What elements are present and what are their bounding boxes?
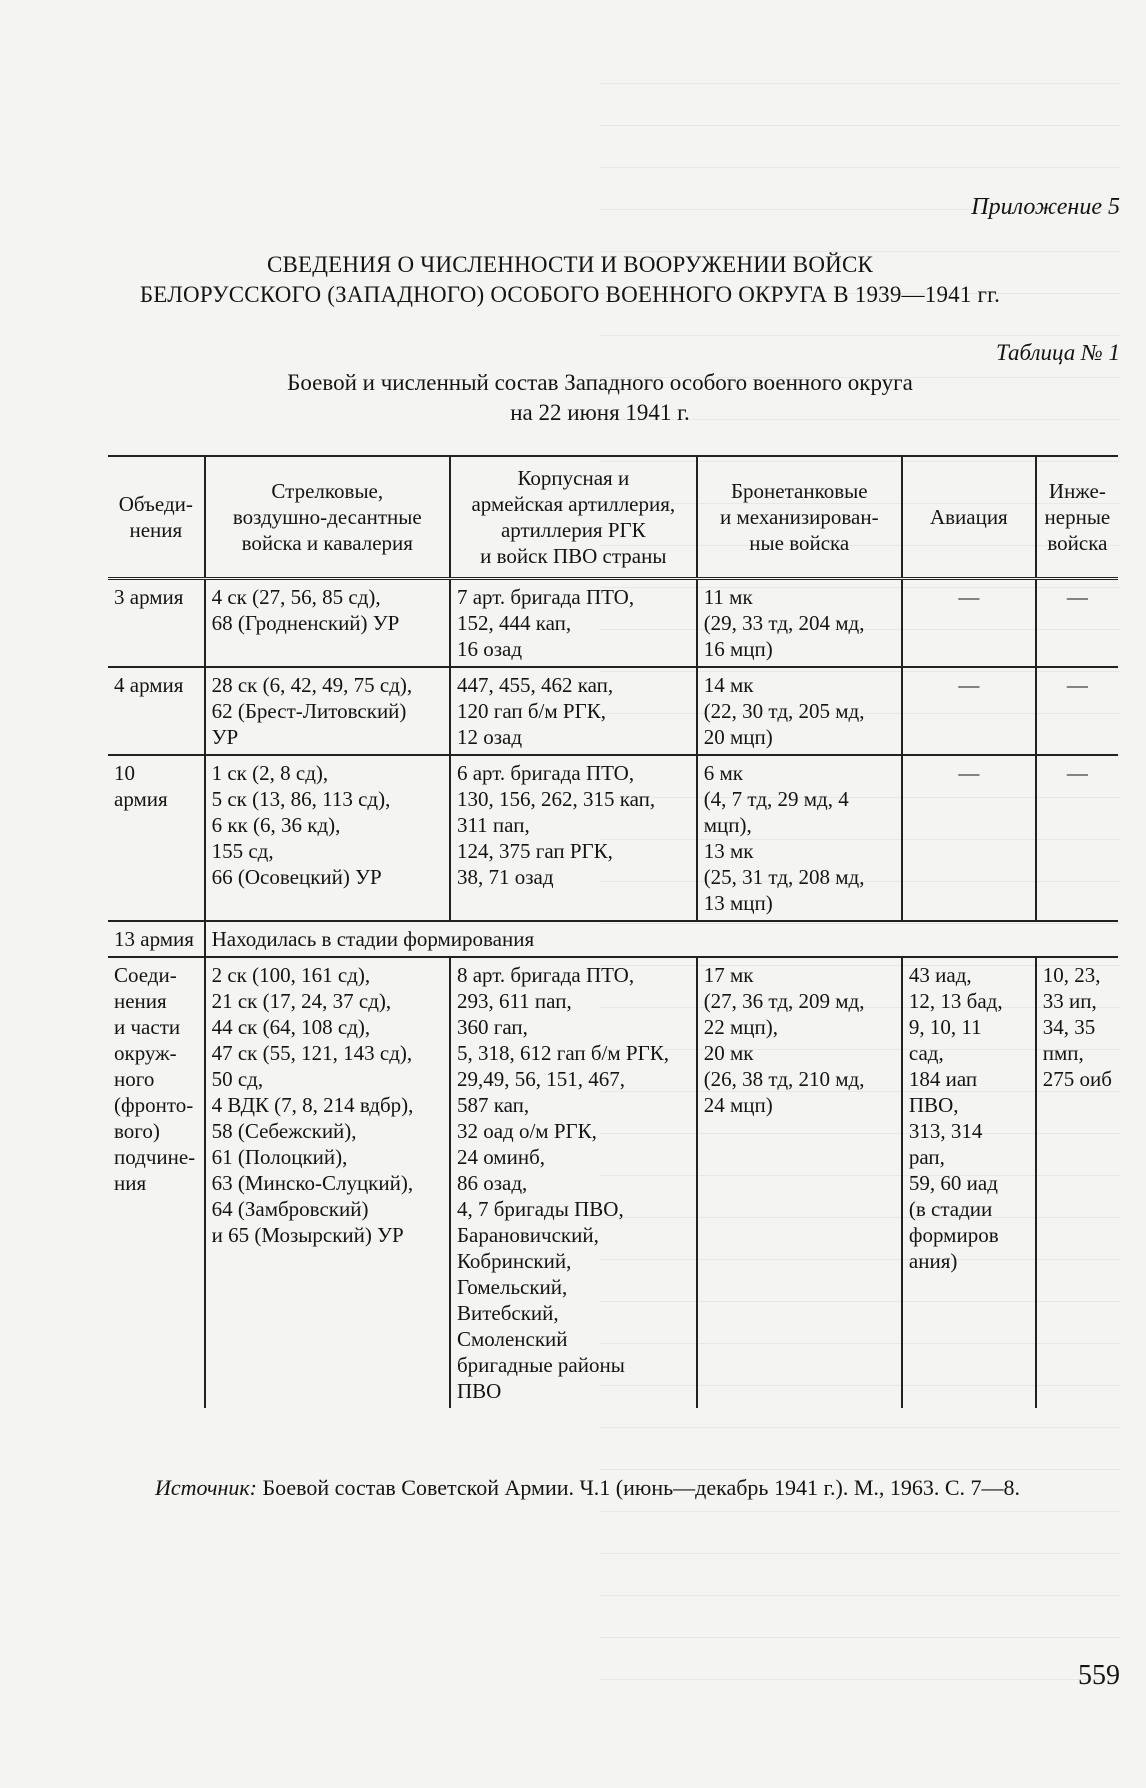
cell-line: подчине- [114, 1145, 196, 1169]
cell-line: ния [114, 1171, 147, 1195]
caption-line: Боевой и численный состав Западного особого военного округа [287, 370, 913, 395]
cell-unit [108, 667, 205, 755]
cell-line: 155 сд, [211, 839, 274, 863]
cell-line: 8 арт. бригада ПТО, [456, 963, 635, 987]
cell-unit [108, 579, 205, 668]
cell-line: ания) [908, 1249, 958, 1273]
title-line: СВЕДЕНИЯ О ЧИСЛЕННОСТИ И ВООРУЖЕНИИ ВОЙСК [266, 252, 874, 277]
cell-line: Смоленский [456, 1327, 568, 1351]
cell-line: 1 ск (2, 8 сд), [211, 761, 329, 785]
cell-line: 360 гап, [456, 1015, 528, 1039]
cell-line: 5 ск (13, 86, 113 сд), [211, 787, 391, 811]
cell-line: 6 мк [703, 761, 743, 785]
cell-line: 120 гап б/м РГК, [456, 699, 606, 723]
cell-line: 587 кап, [456, 1093, 530, 1117]
cell-line: 17 мк [703, 963, 754, 987]
cell-line: 61 (Полоцкий), [211, 1145, 348, 1169]
cell-line: формиров [908, 1223, 999, 1247]
cell-line: 59, 60 иад [908, 1171, 998, 1195]
header-aviation [902, 456, 1036, 579]
cell-line: 64 (Замбровский) [211, 1197, 369, 1221]
appendix-label: Приложение 5 [971, 194, 1120, 220]
cell-line: 38, 71 озад [456, 865, 554, 889]
cell-line: — [958, 761, 980, 785]
cell-line: Гомельский, [456, 1275, 568, 1299]
cell-line: 29,49, 56, 151, 467, [456, 1067, 625, 1091]
cell-line: артиллерия РГК [500, 518, 646, 542]
cell-line: 275 оиб [1042, 1067, 1112, 1091]
cell-line: Соеди- [114, 963, 177, 987]
source-text: Боевой состав Советской Армии. Ч.1 (июнь—декабрь 1941 г.). М., 1963. С. 7—8. [257, 1475, 1021, 1500]
cell-line: рап, [908, 1145, 945, 1169]
cell-line: 58 (Себежский), [211, 1119, 357, 1143]
cell-line: 3 армия [114, 585, 184, 609]
cell-line: 6 кк (6, 36 кд), [211, 813, 341, 837]
table-row-10-army [108, 755, 1118, 921]
cell-line: воздушно-десантные [232, 505, 422, 529]
cell-line: 43 иад, [908, 963, 972, 987]
cell-line: (4, 7 тд, 29 мд, 4 [703, 787, 849, 811]
cell-line: 20 мцп) [703, 725, 773, 749]
cell-line: 24 мцп) [703, 1093, 773, 1117]
cell-line: ные войска [749, 531, 850, 555]
table-row-3-army [108, 579, 1118, 668]
cell-line: нения [129, 518, 183, 542]
cell-line: Объеди- [118, 492, 193, 516]
cell-line: 66 (Осовецкий) УР [211, 865, 382, 889]
cell-line: (29, 33 тд, 204 мд, [703, 611, 865, 635]
cell-line: 47 ск (55, 121, 143 сд), [211, 1041, 413, 1065]
cell-line: 86 озад, [456, 1171, 528, 1195]
cell-line: (26, 38 тд, 210 мд, [703, 1067, 865, 1091]
cell-line: 313, 314 [908, 1119, 983, 1143]
cell-line: УР [211, 725, 239, 749]
cell-line: 63 (Минско-Слуцкий), [211, 1171, 414, 1195]
cell-line: 4 армия [114, 673, 184, 697]
cell-line: 6 арт. бригада ПТО, [456, 761, 635, 785]
cell-line: войска и кавалерия [241, 531, 413, 555]
cell-line: Инже- [1048, 479, 1106, 503]
cell-line: (22, 30 тд, 205 мд, [703, 699, 865, 723]
cell-aviation [902, 755, 1036, 921]
cell-line: Барановичский, [456, 1223, 599, 1247]
title-line: БЕЛОРУССКОГО (ЗАПАДНОГО) ОСОБОГО ВОЕННОГО ОКРУГА В 1939—1941 гг. [139, 282, 1001, 307]
cell-line: сад, [908, 1041, 944, 1065]
cell-line: 311 пап, [456, 813, 530, 837]
cell-line: 11 мк [703, 585, 753, 609]
cell-line: Бронетанковые [730, 479, 868, 503]
cell-line: 10, 23, [1042, 963, 1101, 987]
cell-line: 44 ск (64, 108 сд), [211, 1015, 371, 1039]
cell-line: 12, 13 бад, [908, 989, 1003, 1013]
cell-line: (25, 31 тд, 208 мд, [703, 865, 865, 889]
cell-line: Корпусная и [517, 466, 630, 490]
cell-line: ПВО [456, 1379, 502, 1403]
cell-line: войска [1047, 531, 1108, 555]
cell-line: 28 ск (6, 42, 49, 75 сд), [211, 673, 413, 697]
cell-line: и 65 (Мозырский) УР [211, 1223, 404, 1247]
cell-line: (27, 36 тд, 209 мд, [703, 989, 865, 1013]
cell-line: 9, 10, 11 [908, 1015, 982, 1039]
source-label: Источник: [155, 1475, 257, 1500]
cell-engineers [1036, 957, 1118, 1408]
cell-line: 10 [114, 761, 135, 785]
table-row-13-army [108, 921, 1118, 957]
table-row-4-army [108, 667, 1118, 755]
cell-line: Кобринский, [456, 1249, 572, 1273]
cell-line: 7 арт. бригада ПТО, [456, 585, 635, 609]
cell-line: и механизирован- [720, 505, 879, 529]
cell-infantry [205, 755, 450, 921]
cell-armor [697, 755, 902, 921]
table-number-label: Таблица № 1 [996, 340, 1120, 365]
header-engineers [1036, 456, 1118, 579]
cell-formation-note: Находилась в стадии формирования [205, 921, 1118, 957]
cell-line: 21 ск (17, 24, 37 сд), [211, 989, 392, 1013]
cell-line: 13 мцп) [703, 891, 773, 915]
cell-line: 124, 375 гап РГК, [456, 839, 613, 863]
cell-line: — [1066, 761, 1088, 785]
cell-line: 22 мцп), [703, 1015, 778, 1039]
cell-line: нения [114, 989, 167, 1013]
cell-infantry [205, 579, 450, 668]
cell-line: 62 (Брест-Литовский) [211, 699, 407, 723]
cell-line: 4, 7 бригады ПВО, [456, 1197, 624, 1221]
cell-line: 24 оминб, [456, 1145, 546, 1169]
cell-line: 50 сд, [211, 1067, 264, 1091]
cell-line: и части [114, 1015, 181, 1039]
cell-line: 447, 455, 462 кап, [456, 673, 614, 697]
cell-aviation [902, 579, 1036, 668]
cell-engineers [1036, 755, 1118, 921]
header-armor [697, 456, 902, 579]
cell-artillery [450, 667, 697, 755]
cell-line: 16 озад [456, 637, 523, 661]
cell-armor [697, 667, 902, 755]
header-infantry [205, 456, 450, 579]
cell-line: ного [114, 1067, 155, 1091]
caption-line: на 22 июня 1941 г. [510, 400, 690, 425]
source-note [155, 1475, 1020, 1501]
table-header-row [108, 456, 1118, 579]
cell-line: 20 мк [703, 1041, 754, 1065]
cell-line: — [1066, 585, 1088, 609]
cell-line: Витебский, [456, 1301, 559, 1325]
cell-infantry [205, 667, 450, 755]
cell-line: 13 мк [703, 839, 754, 863]
cell-line: — [958, 585, 980, 609]
cell-line: нерные [1044, 505, 1111, 529]
document-title [100, 250, 1040, 310]
forces-table [108, 455, 1118, 1408]
cell-line: 33 ип, [1042, 989, 1097, 1013]
cell-line: и войск ПВО страны [480, 544, 667, 568]
cell-line: 32 оад о/м РГК, [456, 1119, 597, 1143]
cell-line: мцп), [703, 813, 752, 837]
cell-line: 2 ск (100, 161 сд), [211, 963, 371, 987]
cell-engineers [1036, 579, 1118, 668]
page-number: 559 [1078, 1660, 1120, 1691]
cell-line: Стрелковые, [271, 479, 384, 503]
cell-armor [697, 579, 902, 668]
cell-infantry [205, 957, 450, 1408]
cell-artillery [450, 579, 697, 668]
cell-line: 184 иап [908, 1067, 978, 1091]
cell-line: 4 ск (27, 56, 85 сд), [211, 585, 381, 609]
cell-armor [697, 957, 902, 1408]
cell-line: 16 мцп) [703, 637, 773, 661]
cell-unit [108, 957, 205, 1408]
cell-line: армия [114, 787, 168, 811]
cell-line: 4 ВДК (7, 8, 214 вдбр), [211, 1093, 414, 1117]
cell-line: 14 мк [703, 673, 754, 697]
header-units [108, 456, 205, 579]
cell-unit [108, 755, 205, 921]
cell-unit: 13 армия [108, 921, 205, 957]
cell-aviation [902, 957, 1036, 1408]
cell-line: 130, 156, 262, 315 кап, [456, 787, 656, 811]
cell-artillery [450, 755, 697, 921]
cell-line: — [958, 673, 980, 697]
cell-line: — [1066, 673, 1088, 697]
cell-line: (фронто- [114, 1093, 194, 1117]
cell-artillery [450, 957, 697, 1408]
cell-line: вого) [114, 1119, 160, 1143]
header-artillery [450, 456, 697, 579]
table-caption [250, 368, 950, 428]
cell-aviation [902, 667, 1036, 755]
cell-line: 5, 318, 612 гап б/м РГК, [456, 1041, 669, 1065]
cell-line: 152, 444 кап, [456, 611, 572, 635]
cell-line: армейская артиллерия, [471, 492, 676, 516]
table-row-front-units [108, 957, 1118, 1408]
cell-line: окруж- [114, 1041, 177, 1065]
cell-line: 34, 35 [1042, 1015, 1096, 1039]
cell-engineers [1036, 667, 1118, 755]
cell-line: Авиация [929, 505, 1008, 529]
cell-line: пмп, [1042, 1041, 1084, 1065]
cell-line: 293, 611 пап, [456, 989, 572, 1013]
cell-line: (в стадии [908, 1197, 993, 1221]
cell-line: ПВО, [908, 1093, 959, 1117]
cell-line: 68 (Гродненский) УР [211, 611, 400, 635]
cell-line: 12 озад [456, 725, 523, 749]
cell-line: бригадные районы [456, 1353, 625, 1377]
